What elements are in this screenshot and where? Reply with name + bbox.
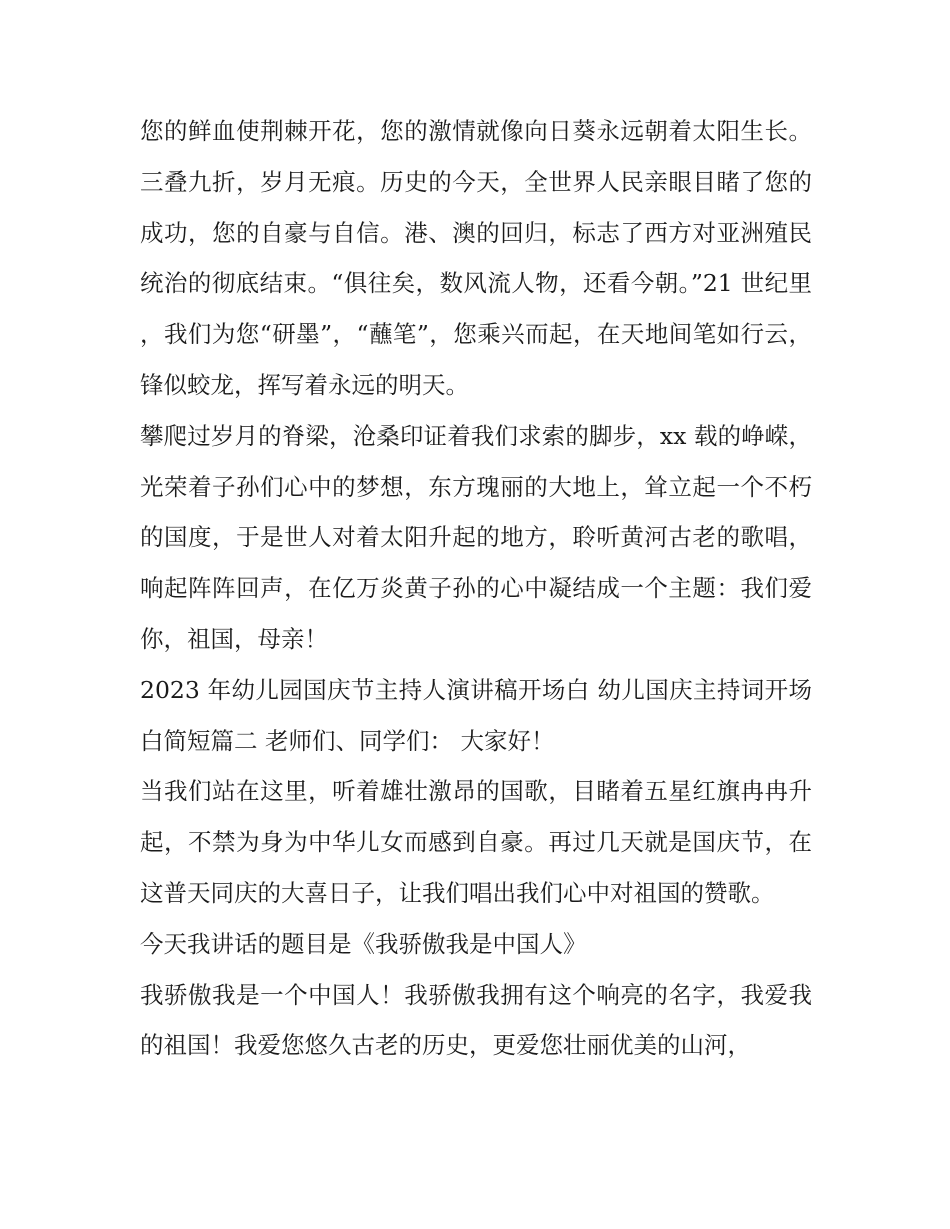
- paragraph-6: 我骄傲我是一个中国人！我骄傲我拥有这个响亮的名字，我爱我的祖国！我爱您悠久古老的历史，更爱您壮丽优美的山河，: [140, 980, 812, 1060]
- paragraph-3-heading: 2023 年幼儿园国庆节主持人演讲稿开场白 幼儿国庆主持词开场白简短篇二 老师们、同学们： 大家好！: [140, 675, 812, 755]
- paragraph-4: 当我们站在这里，听着雄壮激昂的国歌，目睹着五星红旗冉冉升起，不禁为身为中华儿女而感到自豪。再过几天就是国庆节，在这普天同庆的大喜日子，让我们唱出我们心中对祖国的赞歌。: [140, 777, 812, 907]
- document-body: [140, 106, 812, 1071]
- paragraph-5-speech-title: 今天我讲话的题目是《我骄傲我是中国人》: [140, 929, 587, 958]
- paragraph-1: 您的鲜血使荆棘开花，您的激情就像向日葵永远朝着太阳生长。三叠九折，岁月无痕。历史的今天，全世界人民亲眼目睹了您的成功，您的自豪与自信。港、澳的回归，标志了西方对亚洲殖民统治的彻底结束。“俱往矣，数风流人物，还看今朝。”21 世纪里，我们为您“研墨”，“蘸笔”，您乘兴而起，在天地间笔如行云，锋似蛟龙，挥写着永远的明天。: [140, 117, 812, 399]
- paragraph-2: 攀爬过岁月的脊梁，沧桑印证着我们求索的脚步，xx 载的峥嵘，光荣着子孙们心中的梦想，东方瑰丽的大地上，耸立起一个不朽的国度，于是世人对着太阳升起的地方，聆听黄河古老的歌唱，响起阵阵回声，在亿万炎黄子孙的心中凝结成一个主题：我们爱你，祖国，母亲！: [140, 421, 812, 653]
